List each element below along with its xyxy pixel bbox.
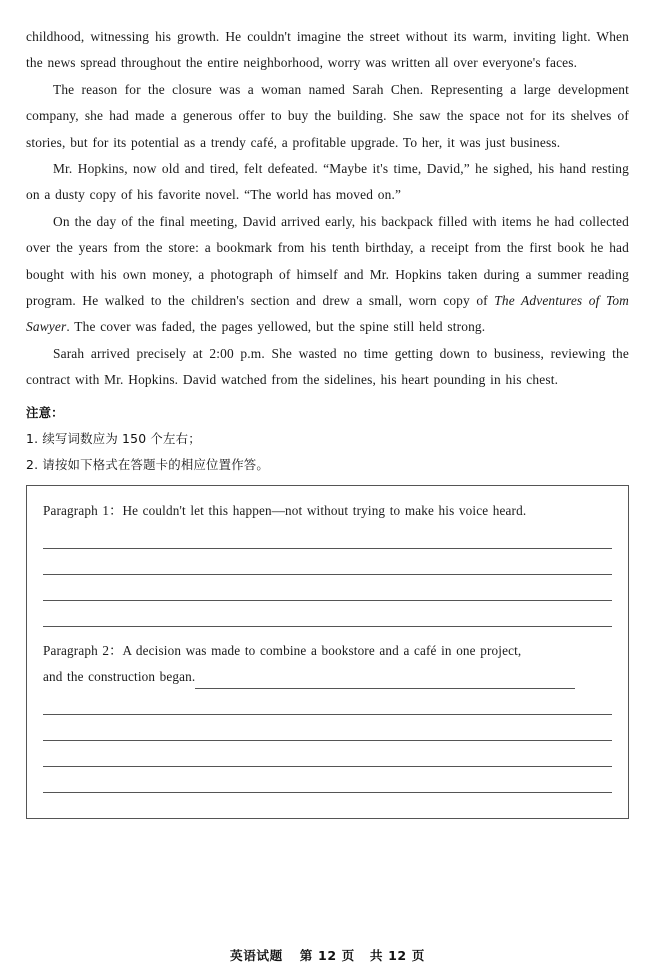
write-line[interactable] [43,741,612,767]
write-line-inline[interactable] [195,663,575,689]
write-line[interactable] [43,689,612,715]
passage-paragraph-4-lead: On the day of the final meeting, David arrived early, his backpack filled with items he had collected over the years from the store: a bookmark from his tenth birthday, a receipt from the first book he had bought with his own money, a photograph of himself and Mr. Hopkins taken during a summer reading program. He walked to the children's section and drew a small, worn copy of [26,213,629,309]
notice-item-2: 2. 请按如下格式在答题卡的相应位置作答。 [26,456,269,472]
passage-paragraph-1: childhood, witnessing his growth. He couldn't imagine the street without its warm, inviting light. When the news spread throughout the entire neighborhood, worry was written all over everyone's faces. [26,29,629,71]
write-line[interactable] [43,601,612,627]
paragraph2-prompt [43,638,612,663]
write-line[interactable] [43,523,612,549]
passage-paragraph-4 [26,209,629,341]
notice-heading: 注意： [26,404,64,420]
passage-paragraph-4-tail: . The cover was faded, the pages yellowed, but the spine still held strong. [66,319,486,335]
notice-block [26,400,629,478]
footer-total: 共 12 页 [369,948,425,963]
passage-paragraph-3: Mr. Hopkins, now old and tired, felt defeated. “Maybe it's time, David,” he sighed, his hand resting on a dusty copy of his favorite novel. “The world has moved on.” [26,161,629,203]
paragraph1-text: He couldn't let this happen—not without trying to make his voice heard. [122,502,527,518]
passage-body [26,24,629,394]
passage-paragraph-5: Sarah arrived precisely at 2:00 p.m. She wasted no time getting down to business, reviewing the contract with Mr. Hopkins. David watched from the sidelines, his heart pounding in his chest. [26,345,629,388]
paragraph1-label: Paragraph 1： [43,502,123,518]
answer-box[interactable] [26,485,629,819]
passage-paragraph-2: The reason for the closure was a woman named Sarah Chen. Representing a large development company, she had made a generous offer to buy the building. She saw the space not for its shelves of stories, but for its potential as a trendy café, a profitable upgrade. To her, it was just business. [26,81,629,150]
write-line[interactable] [43,549,612,575]
page-footer [0,945,655,964]
write-line[interactable] [43,575,612,601]
paragraph2-label: Paragraph 2： [43,642,123,658]
paragraph1-prompt [43,498,612,523]
paragraph2-text: A decision was made to combine a bookstore and a café in one project, [122,642,522,658]
write-line[interactable] [43,715,612,741]
footer-page: 第 12 页 [299,948,355,963]
notice-item-1: 1. 续写词数应为 150 个左右； [26,430,201,446]
footer-subject: 英语试题 [230,948,283,963]
paragraph2-prompt-line2 [43,663,612,689]
paragraph2-text-line2: and the construction began. [43,668,196,684]
spacer [43,627,612,638]
write-line[interactable] [43,767,612,793]
book-title: The Adventures of Tom Sawyer [26,293,629,335]
